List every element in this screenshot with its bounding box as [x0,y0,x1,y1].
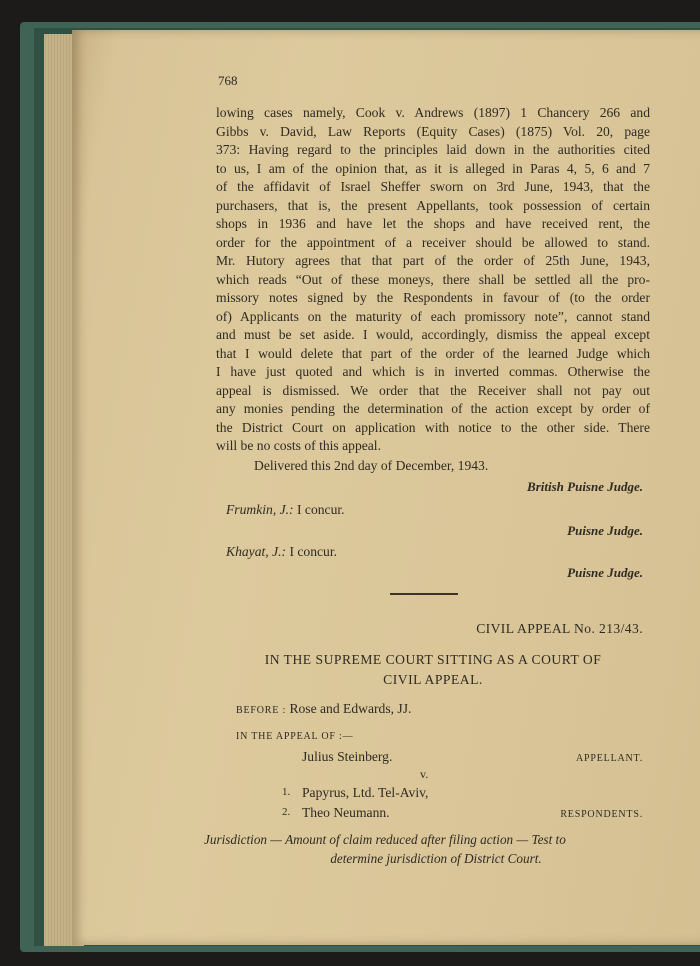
concurrence-frumkin [226,502,345,518]
bench-judges: Rose and Edwards, JJ. [289,701,412,716]
appellant-name: Julius Steinberg. [302,749,393,764]
concur-text: I concur. [296,502,345,517]
body-line: appeal is dismissed. We order that the Receiver shall not pay out [216,382,650,398]
body-line: 373: Having regard to the principles laid down in the authorities cited [216,142,650,157]
respondent-number: 2. [282,806,291,818]
court-heading [216,650,650,690]
body-line: which reads “Out of these moneys, there shall be settled all the pro- [216,271,650,287]
respondent-number: 1. [282,786,291,798]
headnote [204,830,644,868]
in-appeal-of-label: IN THE APPEAL OF :— [236,731,354,742]
body-line: order for the appointment of a receiver should be allowed to stand. [216,234,650,250]
case-number: CIVIL APPEAL No. 213/43. [476,621,643,636]
respondent-name: Theo Neumann. [302,805,390,820]
signature-puisne-judge: Puisne Judge. [567,565,643,580]
concur-text: I concur. [289,544,337,559]
body-line: to us, I am of the opinion that, as it is alleged in Paras 4, 5, 6 and 7 [216,160,650,176]
respondents-label: RESPONDENTS. [560,809,643,820]
body-line: of) Applicants on the maturity of each promissory note”, cannot stand [216,308,650,324]
signature-british-puisne-judge: British Puisne Judge. [527,479,643,494]
body-line: the District Court on application with notice to the other side. There [216,419,650,435]
page-number: 768 [218,73,238,88]
court-heading-line: CIVIL APPEAL. [383,672,483,687]
delivered-date: Delivered this 2nd day of December, 1943. [254,458,489,473]
bench [236,701,411,717]
body-line: purchasers, that is, the present Appellants, took possession of certain [216,197,650,213]
concurrence-khayat [226,544,337,560]
body-line: missory notes signed by the Respondents in favour of (to the order [216,290,650,305]
respondent-name: Papyrus, Ltd. Tel-Aviv, [302,785,429,800]
judgment-body [216,104,650,456]
headnote-line: determine jurisdiction of District Court. [330,851,542,866]
appellant-label: APPELLANT. [576,753,643,764]
body-line: of the affidavit of Israel Sheffer sworn on 3rd June, 1943, that the [216,179,650,194]
versus: v. [420,767,429,781]
body-line: Mr. Hutory agrees that that part of the order of 25th June, 1943, [216,253,650,268]
before-label: BEFORE : [236,705,287,716]
body-line: that I would delete that part of the order of the learned Judge which [216,345,650,361]
judge-name: Frumkin, J.: [226,502,294,517]
body-line: and must be set aside. I would, accordingly, dismiss the appeal except [216,327,650,342]
body-line: I have just quoted and which is in inverted commas. Otherwise the [216,364,650,379]
section-divider [390,593,458,595]
body-line: will be no costs of this appeal. [216,438,381,453]
body-line: any monies pending the determination of the action except by order of [216,401,650,416]
judge-name: Khayat, J.: [226,544,287,559]
court-heading-line: IN THE SUPREME COURT SITTING AS A COURT OF [264,652,602,667]
signature-puisne-judge: Puisne Judge. [567,523,643,538]
body-line: Gibbs v. David, Law Reports (Equity Cases) (1875) Vol. 20, page [216,123,650,139]
body-line: lowing cases namely, Cook v. Andrews (1897) 1 Chancery 266 and [216,105,650,120]
body-line: shops in 1936 and have let the shops and have received rent, the [216,216,650,231]
headnote-line: Jurisdiction — Amount of claim reduced after filing action — Test to [204,832,566,847]
